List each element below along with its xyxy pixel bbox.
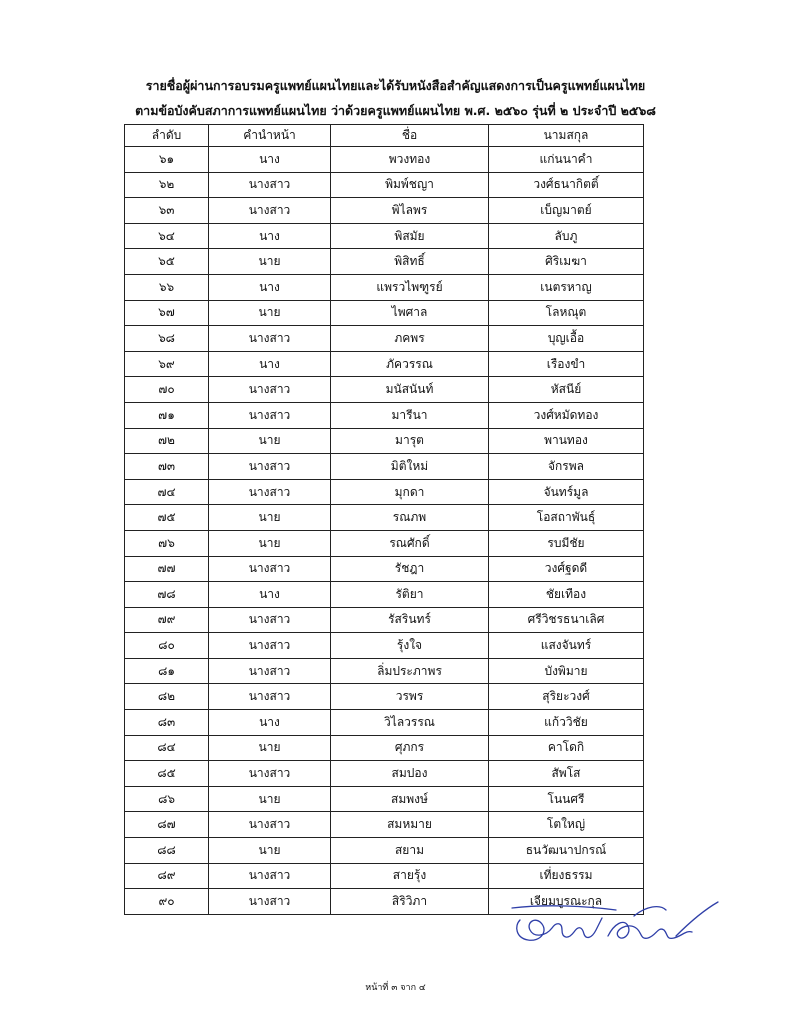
cell-first-name: รัสรินทร์ (331, 607, 489, 633)
cell-order: ๖๕ (125, 249, 209, 275)
cell-surname: ลับภู (489, 223, 644, 249)
cell-surname: หัสนีย์ (489, 377, 644, 403)
table-row (125, 223, 644, 249)
cell-prefix: นางสาว (209, 198, 331, 224)
cell-prefix: นาย (209, 838, 331, 864)
cell-surname: เรืองขำ (489, 351, 644, 377)
cell-order: ๘๘ (125, 838, 209, 864)
table-row (125, 658, 644, 684)
signature-stroke-2 (512, 906, 616, 910)
cell-surname: เจียมบูรณะกุล (489, 889, 644, 915)
cell-surname: วงศ์ฐดดี (489, 556, 644, 582)
cell-surname: จันทร์มูล (489, 479, 644, 505)
signature-stroke-4 (634, 907, 666, 916)
document-title-line-1: รายชื่อผู้ผ่านการอบรมครูแพทย์แผนไทยและได้รับหนังสือสำคัญแสดงการเป็นครูแพทย์แผนไทย (145, 78, 646, 93)
table-row (125, 351, 644, 377)
signature-stroke-1 (517, 918, 602, 940)
cell-order: ๗๓ (125, 454, 209, 480)
table-row (125, 786, 644, 812)
cell-first-name: ศุภกร (331, 735, 489, 761)
cell-first-name: สยาม (331, 838, 489, 864)
table-row (125, 402, 644, 428)
cell-order: ๖๖ (125, 274, 209, 300)
cell-first-name: รณศักดิ์ (331, 530, 489, 556)
cell-surname: รบมีชัย (489, 530, 644, 556)
table-row (125, 147, 644, 173)
cell-surname: ศรีวิชรธนาเลิศ (489, 607, 644, 633)
table-row (125, 761, 644, 787)
table-row (125, 812, 644, 838)
cell-prefix: นาย (209, 249, 331, 275)
cell-surname: สุริยะวงศ์ (489, 684, 644, 710)
cell-order: ๗๙ (125, 607, 209, 633)
cell-prefix: นางสาว (209, 377, 331, 403)
cell-surname: วงศ์หมัดทอง (489, 402, 644, 428)
cell-surname: แก่นนาคำ (489, 147, 644, 173)
cell-prefix: นางสาว (209, 761, 331, 787)
cell-first-name: สายรุ้ง (331, 863, 489, 889)
cell-order: ๘๗ (125, 812, 209, 838)
cell-order: ๘๕ (125, 761, 209, 787)
header-prefix: คำนำหน้า (209, 125, 331, 147)
cell-prefix: นางสาว (209, 556, 331, 582)
table-row (125, 428, 644, 454)
cell-prefix: นาย (209, 786, 331, 812)
table-row (125, 300, 644, 326)
cell-first-name: พวงทอง (331, 147, 489, 173)
cell-first-name: สมหมาย (331, 812, 489, 838)
cell-prefix: นางสาว (209, 889, 331, 915)
cell-surname: บังพิมาย (489, 658, 644, 684)
cell-prefix: นาย (209, 530, 331, 556)
table-row (125, 556, 644, 582)
cell-order: ๖๓ (125, 198, 209, 224)
table-row (125, 326, 644, 352)
signature-stroke-3 (608, 922, 692, 938)
cell-prefix: นาง (209, 147, 331, 173)
cell-order: ๘๒ (125, 684, 209, 710)
cell-order: ๘๓ (125, 710, 209, 736)
cell-first-name: แพรวไพฑูรย์ (331, 274, 489, 300)
cell-prefix: นางสาว (209, 172, 331, 198)
cell-first-name: รณภพ (331, 505, 489, 531)
cell-prefix: นาง (209, 274, 331, 300)
signature-image (506, 896, 722, 952)
table-row (125, 505, 644, 531)
cell-order: ๘๖ (125, 786, 209, 812)
cell-surname: จักรพล (489, 454, 644, 480)
cell-first-name: มิติใหม่ (331, 454, 489, 480)
cell-order: ๗๒ (125, 428, 209, 454)
table-row (125, 377, 644, 403)
roster-table (124, 124, 644, 915)
cell-first-name: รุ้งใจ (331, 633, 489, 659)
cell-first-name: มุกดา (331, 479, 489, 505)
cell-prefix: นาง (209, 351, 331, 377)
cell-first-name: สมปอง (331, 761, 489, 787)
cell-surname: คาโดกิ (489, 735, 644, 761)
table-row (125, 530, 644, 556)
cell-prefix: นางสาว (209, 684, 331, 710)
cell-order: ๘๑ (125, 658, 209, 684)
cell-order: ๖๔ (125, 223, 209, 249)
cell-prefix: นาย (209, 735, 331, 761)
table-header-row (125, 125, 644, 147)
cell-first-name: ภคพร (331, 326, 489, 352)
table-row (125, 582, 644, 608)
table-row (125, 198, 644, 224)
table-row (125, 172, 644, 198)
cell-order: ๗๘ (125, 582, 209, 608)
cell-first-name: พิสิทธิ์ (331, 249, 489, 275)
cell-order: ๗๗ (125, 556, 209, 582)
cell-surname: บุญเอื้อ (489, 326, 644, 352)
header-surname: นามสกุล (489, 125, 644, 147)
table-row (125, 735, 644, 761)
cell-first-name: รัชฎา (331, 556, 489, 582)
signature-stroke-5 (676, 902, 718, 936)
cell-first-name: มนัสนันท์ (331, 377, 489, 403)
cell-prefix: นาย (209, 428, 331, 454)
cell-order: ๖๗ (125, 300, 209, 326)
cell-prefix: นางสาว (209, 812, 331, 838)
cell-surname: พานทอง (489, 428, 644, 454)
cell-surname: โนนศรี (489, 786, 644, 812)
cell-first-name: ไพศาล (331, 300, 489, 326)
cell-prefix: นาง (209, 582, 331, 608)
cell-order: ๖๙ (125, 351, 209, 377)
header-first-name: ชื่อ (331, 125, 489, 147)
cell-first-name: พิไลพร (331, 198, 489, 224)
cell-surname: วงศ์ธนากิตติ์ (489, 172, 644, 198)
cell-prefix: นาง (209, 223, 331, 249)
cell-surname: เนตรหาญ (489, 274, 644, 300)
cell-first-name: รัติยา (331, 582, 489, 608)
cell-surname: โตใหญ่ (489, 812, 644, 838)
cell-surname: ธนวัฒนาปกรณ์ (489, 838, 644, 864)
cell-first-name: สิริวิภา (331, 889, 489, 915)
page-number: หน้าที่ ๓ จาก ๔ (365, 983, 426, 993)
cell-prefix: นาง (209, 710, 331, 736)
cell-surname: เบ็ญมาตย์ (489, 198, 644, 224)
cell-surname: สัพโส (489, 761, 644, 787)
cell-first-name: สมพงษ์ (331, 786, 489, 812)
cell-surname: แสงจันทร์ (489, 633, 644, 659)
table-row (125, 684, 644, 710)
cell-surname: แก้ววิชัย (489, 710, 644, 736)
cell-order: ๙๐ (125, 889, 209, 915)
table-row (125, 479, 644, 505)
cell-first-name: พิมพ์ชญา (331, 172, 489, 198)
cell-surname: โอสถาพันธุ์ (489, 505, 644, 531)
table-row (125, 633, 644, 659)
table-row (125, 710, 644, 736)
cell-first-name: ภัควรรณ (331, 351, 489, 377)
cell-order: ๖๒ (125, 172, 209, 198)
cell-prefix: นางสาว (209, 658, 331, 684)
cell-surname: เที่ยงธรรม (489, 863, 644, 889)
cell-prefix: นางสาว (209, 479, 331, 505)
document-title-line-2: ตามข้อบังคับสภาการแพทย์แผนไทย ว่าด้วยครูแพทย์แผนไทย พ.ศ. ๒๕๖๐ รุ่นที่ ๒ ประจำปี ๒๕๖๘ (135, 103, 656, 118)
cell-order: ๗๐ (125, 377, 209, 403)
cell-first-name: ลิ่มประภาพร (331, 658, 489, 684)
cell-order: ๖๘ (125, 326, 209, 352)
table-row (125, 607, 644, 633)
cell-prefix: นางสาว (209, 454, 331, 480)
cell-order: ๗๕ (125, 505, 209, 531)
cell-order: ๗๔ (125, 479, 209, 505)
table-body (125, 147, 644, 915)
cell-surname: โลหณุต (489, 300, 644, 326)
table-row (125, 274, 644, 300)
cell-first-name: มารุต (331, 428, 489, 454)
cell-first-name: มารีนา (331, 402, 489, 428)
cell-order: ๘๐ (125, 633, 209, 659)
cell-order: ๘๔ (125, 735, 209, 761)
header-order: ลำดับ (125, 125, 209, 147)
cell-prefix: นางสาว (209, 326, 331, 352)
cell-prefix: นางสาว (209, 633, 331, 659)
cell-first-name: วิไลวรรณ (331, 710, 489, 736)
cell-surname: ศิริเมฆา (489, 249, 644, 275)
cell-prefix: นาย (209, 300, 331, 326)
cell-surname: ชัยเทือง (489, 582, 644, 608)
cell-prefix: นาย (209, 505, 331, 531)
cell-order: ๘๙ (125, 863, 209, 889)
table-row (125, 863, 644, 889)
cell-order: ๗๑ (125, 402, 209, 428)
table-row (125, 838, 644, 864)
cell-order: ๗๖ (125, 530, 209, 556)
cell-prefix: นางสาว (209, 863, 331, 889)
cell-first-name: พิสมัย (331, 223, 489, 249)
table-row (125, 454, 644, 480)
cell-first-name: วรพร (331, 684, 489, 710)
cell-prefix: นางสาว (209, 607, 331, 633)
cell-prefix: นางสาว (209, 402, 331, 428)
cell-order: ๖๑ (125, 147, 209, 173)
table-row (125, 249, 644, 275)
